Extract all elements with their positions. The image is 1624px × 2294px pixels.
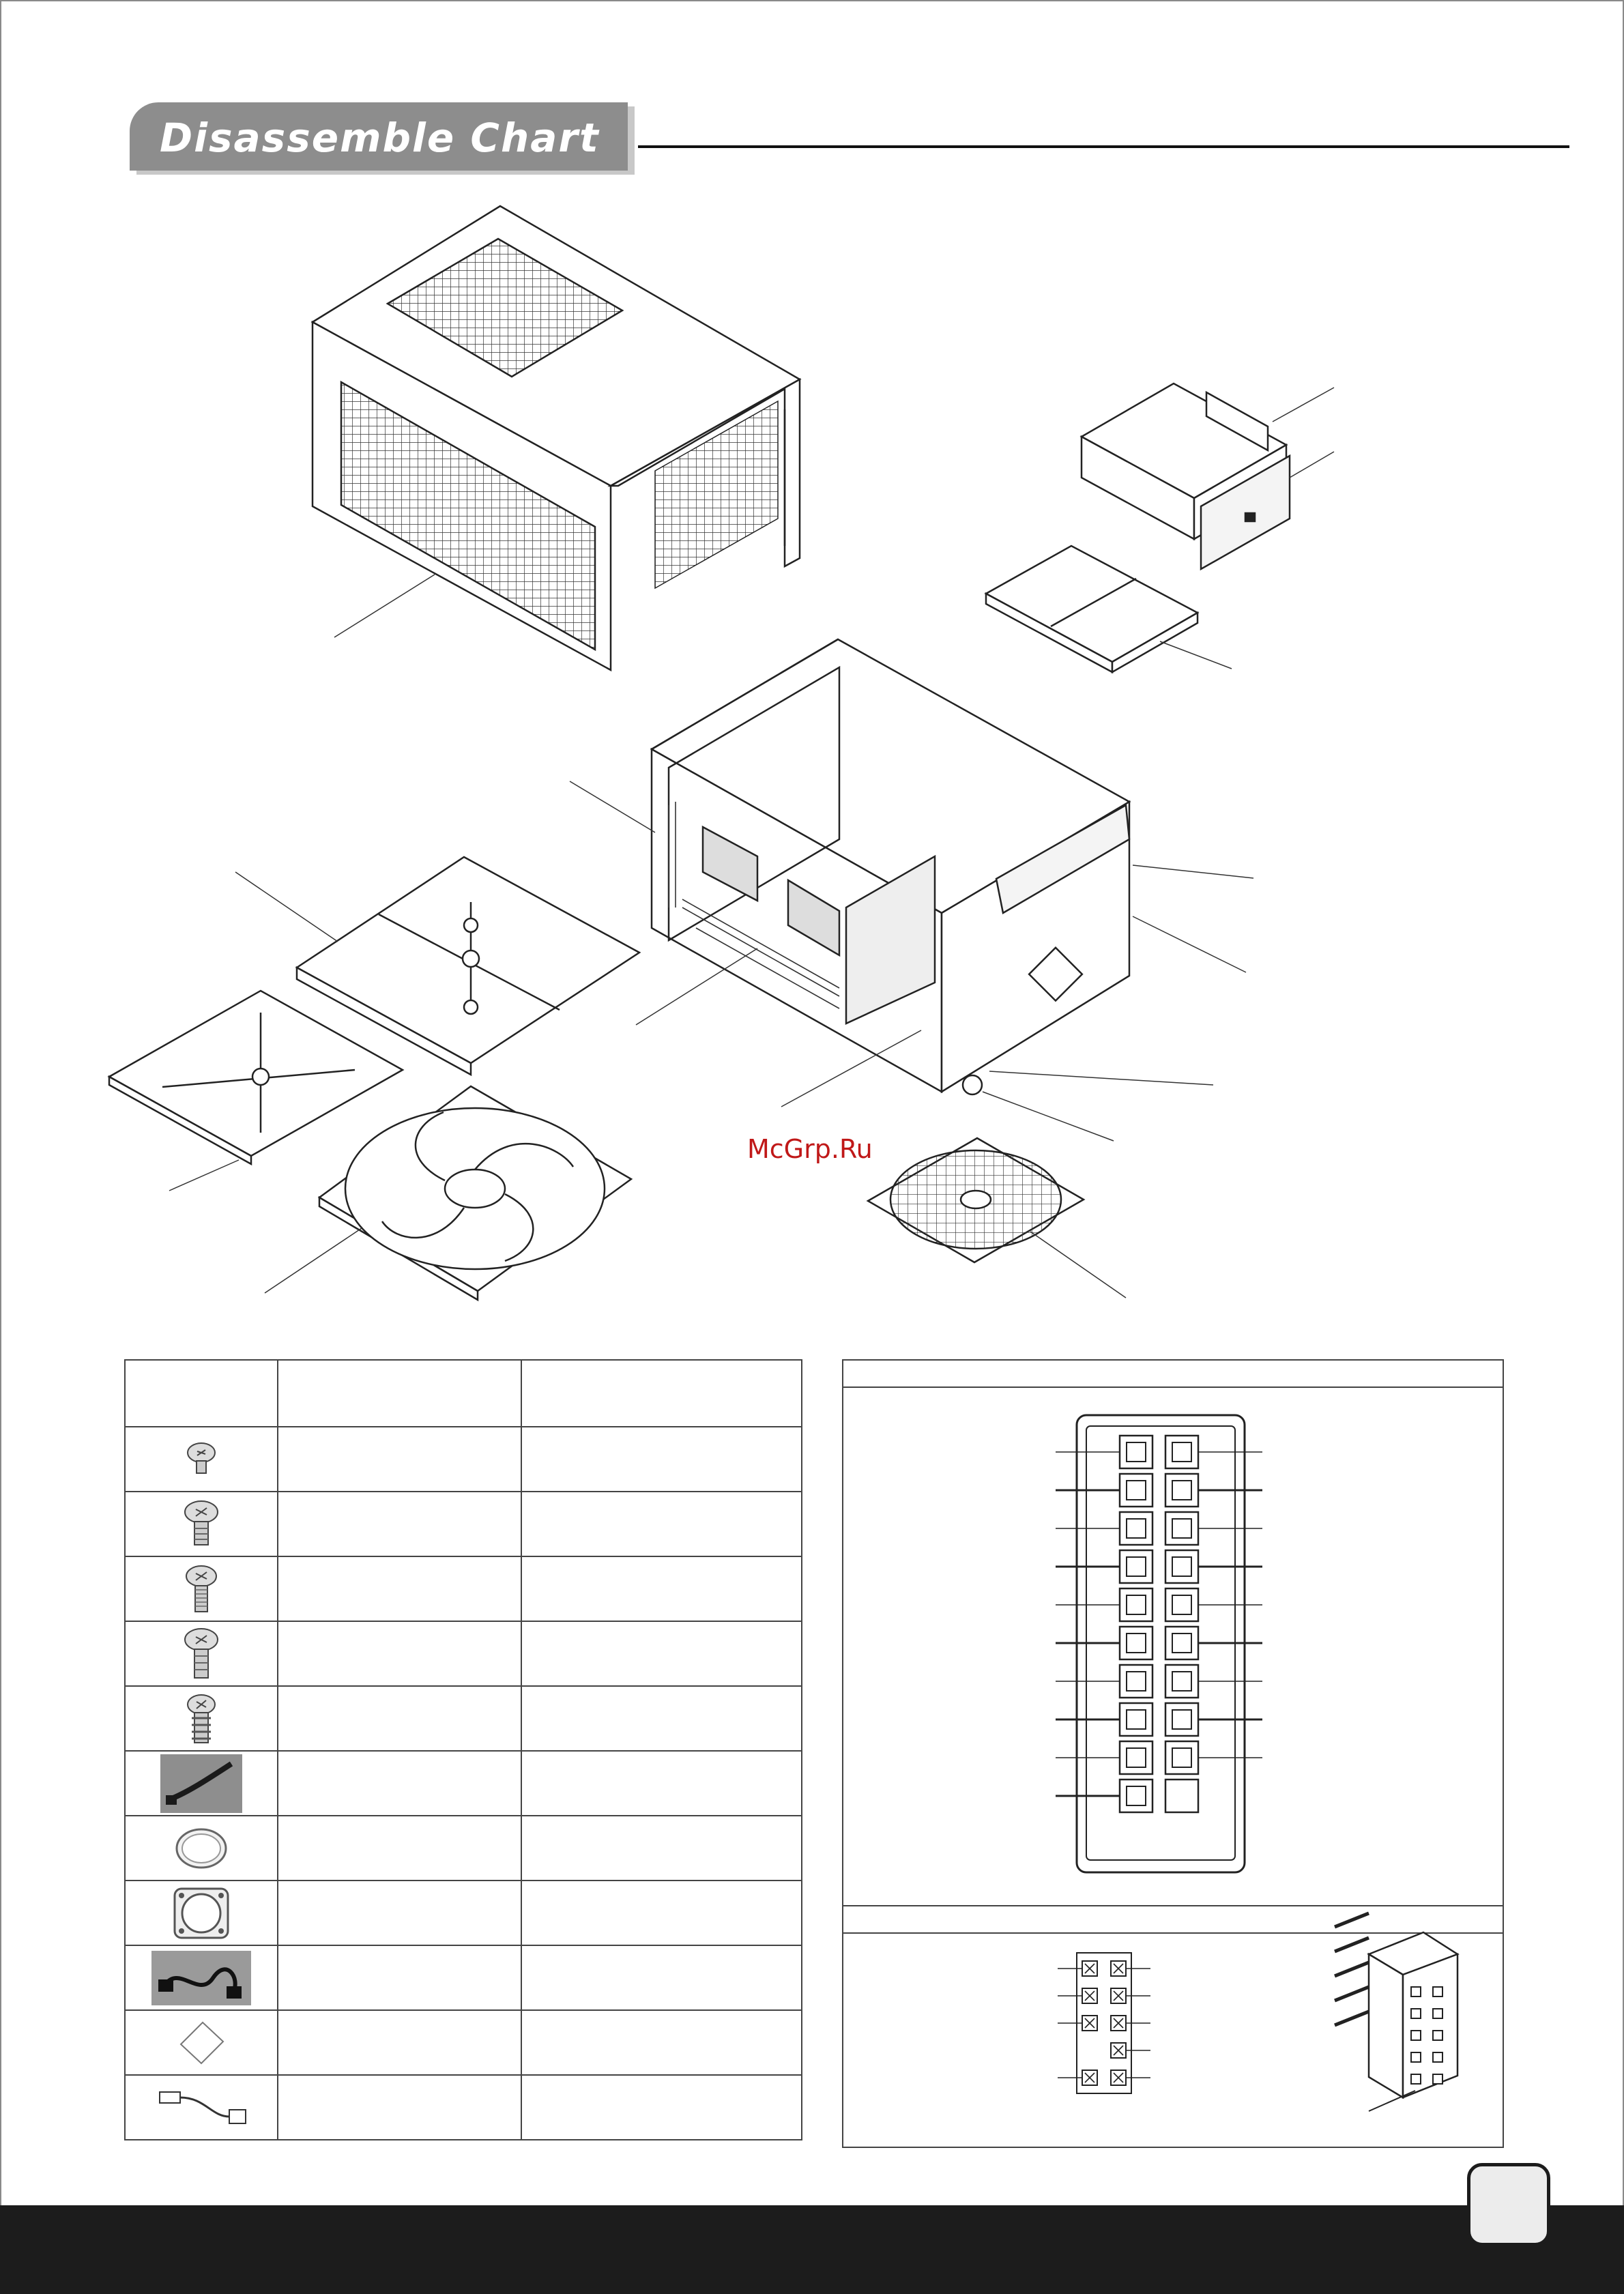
atx-pin xyxy=(1120,1436,1152,1468)
row-qty xyxy=(521,1816,802,1881)
page-title: Disassemble Chart xyxy=(160,115,600,161)
callout-usb xyxy=(1133,865,1253,878)
atx-pin xyxy=(1120,1741,1152,1774)
row-name xyxy=(278,1945,521,2010)
hdd-pair-part xyxy=(986,546,1198,672)
atx-pin xyxy=(1165,1474,1198,1507)
atx-pin xyxy=(1165,1703,1198,1736)
header-pin xyxy=(1111,1988,1126,2003)
header-3d-pin xyxy=(1433,2074,1442,2084)
header-callout-line xyxy=(1369,2091,1415,2111)
table-row xyxy=(125,1945,802,2010)
accessory-table xyxy=(124,1359,802,2140)
adapter-cable-icon xyxy=(150,2084,252,2132)
callout-power-btn xyxy=(983,1092,1114,1141)
screw-coarse-icon xyxy=(179,1691,223,1747)
header-pin xyxy=(1111,2070,1126,2085)
power-cord-icon xyxy=(151,1951,251,2005)
footer-bar xyxy=(0,2205,1624,2294)
fan-part xyxy=(319,1086,631,1300)
outer-cover-part xyxy=(313,206,800,670)
callout-drive xyxy=(1290,452,1334,478)
header-3d-pin xyxy=(1411,2009,1421,2018)
header-3d-pin xyxy=(1433,2031,1442,2040)
screw-medium-icon xyxy=(179,1497,223,1552)
table-row xyxy=(125,1427,802,1492)
rubber-ring-icon xyxy=(173,1825,230,1872)
atx-pin xyxy=(1165,1436,1198,1468)
page-number-badge xyxy=(1467,2163,1550,2246)
row-qty xyxy=(521,2075,802,2140)
callout-audio xyxy=(1133,916,1246,972)
atx-pin xyxy=(1165,1780,1198,1812)
row-qty xyxy=(521,1556,802,1621)
callout-front-panel xyxy=(989,1071,1213,1085)
atx-pin xyxy=(1120,1665,1152,1698)
table-row xyxy=(125,1816,802,1881)
header-pin xyxy=(1082,2070,1097,2085)
atx-pin xyxy=(1120,1512,1152,1545)
callout-filter xyxy=(1030,1232,1126,1298)
atx-pin xyxy=(1120,1588,1152,1621)
header-3d-pin xyxy=(1433,2052,1442,2062)
callout-side-plate xyxy=(169,1160,239,1191)
screw-short-icon xyxy=(181,1439,222,1480)
optical-drive-part xyxy=(1082,383,1290,569)
side-plate-part xyxy=(109,991,403,1164)
callout-psu xyxy=(570,781,655,832)
row-name xyxy=(278,1881,521,1945)
section-title-tab xyxy=(130,102,638,176)
header-cell-name xyxy=(278,1360,521,1427)
row-qty xyxy=(521,1492,802,1556)
row-qty xyxy=(521,1751,802,1816)
table-row xyxy=(125,2075,802,2140)
title-rule xyxy=(638,145,1569,148)
header-3d-pin xyxy=(1411,1987,1421,1997)
atx-connector-diagram xyxy=(843,1361,1503,2147)
row-name xyxy=(278,2010,521,2075)
fan-gasket-icon xyxy=(171,1885,232,1942)
row-name xyxy=(278,2075,521,2140)
row-name xyxy=(278,1751,521,1816)
atx-pin xyxy=(1120,1550,1152,1583)
row-name xyxy=(278,1816,521,1881)
atx-pin xyxy=(1165,1741,1198,1774)
table-row xyxy=(125,1621,802,1686)
header-cell-image xyxy=(125,1360,278,1427)
header-pin xyxy=(1082,2016,1097,2031)
atx-pin xyxy=(1120,1627,1152,1659)
header-cell-qty xyxy=(521,1360,802,1427)
table-row xyxy=(125,1751,802,1816)
callout-fan xyxy=(265,1228,362,1293)
row-name xyxy=(278,1621,521,1686)
row-qty xyxy=(521,1427,802,1492)
header-pin xyxy=(1082,1961,1097,1976)
atx-pin xyxy=(1165,1512,1198,1545)
header-connector-3d xyxy=(1335,1913,1458,2097)
callout-cover xyxy=(334,575,435,637)
cable-tie-icon xyxy=(160,1754,242,1813)
atx-pin xyxy=(1165,1550,1198,1583)
table-row xyxy=(125,1556,802,1621)
row-qty xyxy=(521,2010,802,2075)
row-name xyxy=(278,1556,521,1621)
header-3d-pin xyxy=(1411,2052,1421,2062)
table-row xyxy=(125,2010,802,2075)
callout-drive-bracket xyxy=(1273,388,1334,422)
callout-hdd xyxy=(1160,641,1232,669)
atx-pin xyxy=(1120,1703,1152,1736)
watermark-text: McGrp.Ru xyxy=(747,1134,873,1164)
row-name xyxy=(278,1492,521,1556)
row-qty xyxy=(521,1686,802,1751)
header-3d-pin xyxy=(1433,1987,1442,1997)
connector-panel xyxy=(842,1359,1504,2148)
row-qty xyxy=(521,1945,802,2010)
foam-pad-icon xyxy=(174,2017,229,2069)
table-row xyxy=(125,1686,802,1751)
table-header-row xyxy=(125,1360,802,1427)
row-qty xyxy=(521,1881,802,1945)
callout-pcie xyxy=(636,948,757,1025)
row-name xyxy=(278,1427,521,1492)
atx-pin xyxy=(1165,1627,1198,1659)
atx-pin xyxy=(1165,1588,1198,1621)
chassis-part xyxy=(652,639,1129,1094)
atx-pin xyxy=(1165,1665,1198,1698)
header-pin xyxy=(1111,2043,1126,2058)
atx-pin xyxy=(1120,1780,1152,1812)
table-row xyxy=(125,1492,802,1556)
screw-long-icon xyxy=(179,1625,224,1683)
header-pin xyxy=(1111,1961,1126,1976)
header-pin-grid xyxy=(1058,1953,1150,2093)
header-3d-pin xyxy=(1411,2074,1421,2084)
header-pin xyxy=(1082,1988,1097,2003)
fan-filter-part xyxy=(868,1138,1084,1262)
table-row xyxy=(125,1881,802,1945)
row-qty xyxy=(521,1621,802,1686)
atx-pin xyxy=(1120,1474,1152,1507)
header-pin xyxy=(1111,2016,1126,2031)
header-3d-pin xyxy=(1433,2009,1442,2018)
header-3d-pin xyxy=(1411,2031,1421,2040)
row-name xyxy=(278,1686,521,1751)
callout-tray xyxy=(235,872,338,942)
screw-fine-thread-icon xyxy=(179,1561,223,1617)
